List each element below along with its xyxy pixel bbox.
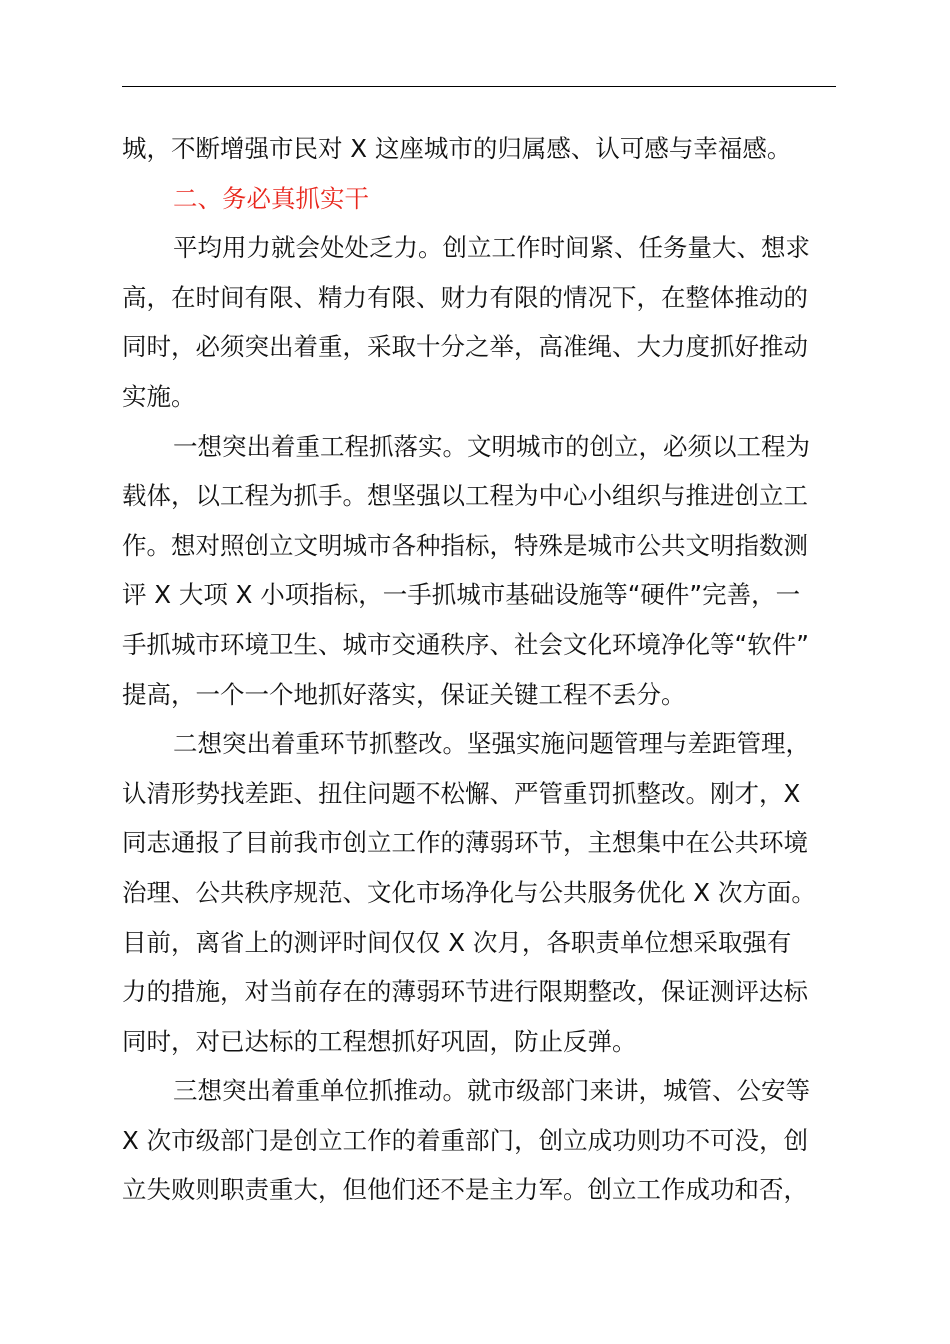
paragraph-start-line: 平均用力就会处处乏力。创立工作时间紧、任务量大、想求 <box>173 233 810 263</box>
paragraph-start-line: 二想突出着重环节抓整改。坚强实施问题管理与差距管理， <box>173 729 810 759</box>
body-line: 认清形势找差距、扭住问题不松懈、严管重罚抓整改。刚才，X <box>122 778 801 808</box>
body-line: 作。想对照创立文明城市各种指标，特殊是城市公共文明指数测 <box>122 530 808 560</box>
body-line: 手抓城市环境卫生、城市交通秩序、社会文化环境净化等“软件” <box>122 629 809 659</box>
document-body <box>122 124 836 1215</box>
body-line: X 次市级部门是创立工作的着重部门，创立成功则功不可没，创 <box>122 1125 809 1155</box>
body-line: 治理、公共秩序规范、文化市场净化与公共服务优化 X 次方面。 <box>122 877 816 907</box>
body-line: 力的措施，对当前存在的薄弱环节进行限期整改，保证测评达标 <box>122 977 808 1007</box>
section-heading: 二、务必真抓实干 <box>173 183 369 213</box>
body-line: 城，不断增强市民对 X 这座城市的归属感、认可感与幸福感。 <box>122 134 792 163</box>
paragraph-start-line: 一想突出着重工程抓落实。文明城市的创立，必须以工程为 <box>173 431 810 461</box>
body-line: 同时，必须突出着重，采取十分之举，高准绳、大力度抓好推动 <box>122 332 808 362</box>
paragraph-start-line: 三想突出着重单位抓推动。就市级部门来讲，城管、公安等 <box>173 1076 810 1106</box>
header-rule <box>122 86 836 87</box>
body-line: 目前，离省上的测评时间仅仅 X 次月，各职责单位想采取强有 <box>122 927 792 957</box>
body-line: 立失败则职责重大，但他们还不是主力军。创立工作成功和否， <box>122 1175 808 1205</box>
body-line: 同时，对已达标的工程想抓好巩固，防止反弹。 <box>122 1026 637 1056</box>
body-line: 载体，以工程为抓手。想坚强以工程为中心小组织与推进创立工 <box>122 481 808 511</box>
body-line: 同志通报了目前我市创立工作的薄弱环节，主想集中在公共环境 <box>122 828 808 858</box>
body-line: 实施。 <box>122 381 196 411</box>
body-line: 评 X 大项 X 小项指标，一手抓城市基础设施等“硬件”完善，一 <box>122 580 801 610</box>
body-line: 提高，一个一个地抓好落实，保证关键工程不丢分。 <box>122 679 686 709</box>
body-line: 高，在时间有限、精力有限、财力有限的情况下，在整体推动的 <box>122 282 808 312</box>
